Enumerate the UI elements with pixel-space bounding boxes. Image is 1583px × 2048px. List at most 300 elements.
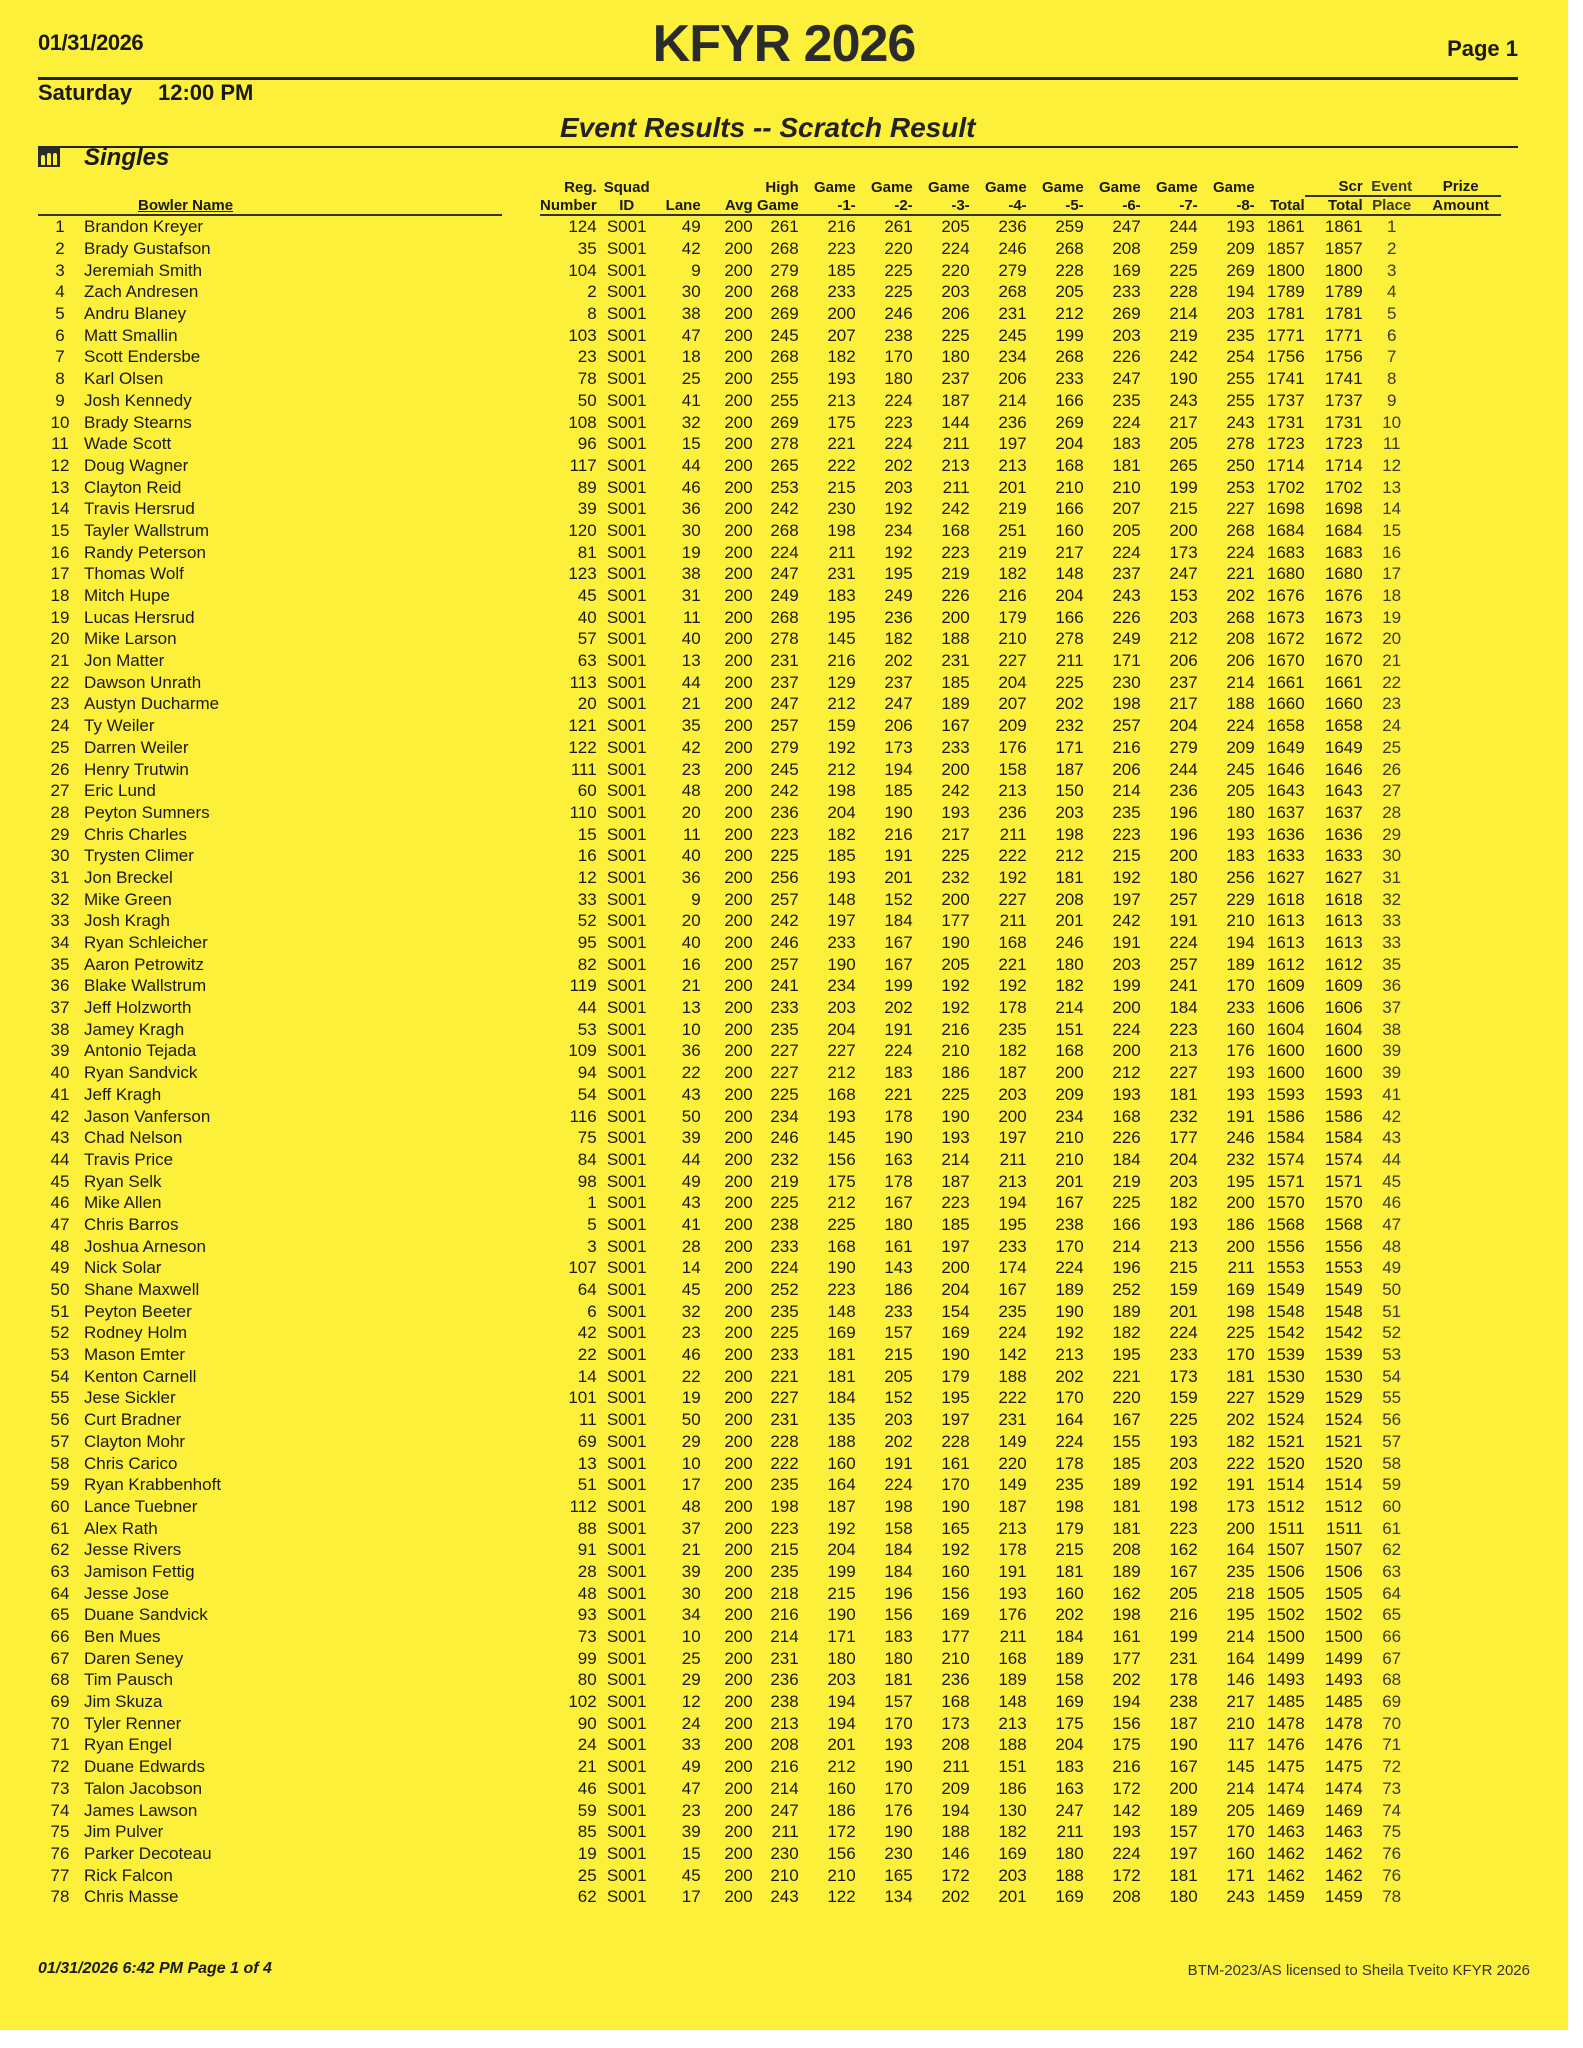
- prize-amount: [1421, 650, 1501, 672]
- total: 1684: [1266, 520, 1305, 540]
- game-6-score: 171: [1112, 651, 1141, 671]
- game-8-score: 227: [1226, 499, 1255, 519]
- game-3-score: 202: [941, 1887, 970, 1907]
- average: 200: [724, 1410, 753, 1430]
- scratch-total: 1714: [1324, 455, 1363, 475]
- total: 1586: [1266, 1106, 1305, 1126]
- bowler-name: Jason Vanferson: [84, 1106, 211, 1126]
- squad-id: S001: [606, 1540, 647, 1560]
- high-game: 242: [770, 781, 799, 801]
- game-6-score: 183: [1112, 434, 1141, 454]
- event-place: 44: [1382, 1149, 1402, 1169]
- squad-id: S001: [606, 239, 647, 259]
- game-2-score: 190: [884, 1757, 913, 1777]
- scratch-total: 1571: [1324, 1171, 1363, 1191]
- table-row: [38, 1084, 1501, 1106]
- game-1-score: 160: [827, 1453, 856, 1473]
- prize-amount: [1421, 975, 1501, 997]
- rank: 75: [50, 1822, 70, 1842]
- reg-number: 48: [577, 1583, 597, 1603]
- high-game: 247: [770, 694, 799, 714]
- prize-amount: [1421, 1149, 1501, 1171]
- game-7-score: 190: [1169, 369, 1198, 389]
- game-7-score: 203: [1169, 1453, 1198, 1473]
- game-3-score: 223: [941, 1193, 970, 1213]
- event-place: 42: [1382, 1106, 1402, 1126]
- squad-id: S001: [606, 716, 647, 736]
- game-8-score: 208: [1226, 629, 1255, 649]
- reg-number: 84: [577, 1149, 597, 1169]
- rank: 11: [51, 434, 69, 454]
- game-6-score: 198: [1112, 1605, 1141, 1625]
- game-4-score: 182: [998, 1041, 1027, 1061]
- event-place: 71: [1382, 1735, 1402, 1755]
- game-7-score: 177: [1169, 1128, 1198, 1148]
- game-6-score: 198: [1112, 694, 1141, 714]
- table-row: [38, 693, 1501, 715]
- event-place: 25: [1382, 737, 1402, 757]
- game-2-score: 167: [884, 933, 913, 953]
- bowler-name: Travis Hersrud: [84, 499, 195, 519]
- game-2-score: 224: [884, 1475, 913, 1495]
- game-3-score: 195: [941, 1388, 970, 1408]
- prize-amount: [1421, 433, 1501, 455]
- bowler-name: Randy Peterson: [84, 542, 206, 562]
- average: 200: [724, 629, 753, 649]
- average: 200: [724, 520, 753, 540]
- average: 200: [724, 1366, 753, 1386]
- reg-number: 57: [577, 629, 597, 649]
- lane: 32: [681, 1301, 701, 1321]
- squad-id: S001: [606, 1301, 647, 1321]
- table-row: [38, 1344, 1501, 1366]
- lane: 9: [691, 260, 701, 280]
- game-5-score: 199: [1055, 325, 1084, 345]
- high-game: 234: [770, 1106, 799, 1126]
- bowler-name: Brandon Kreyer: [84, 217, 204, 237]
- rank: 74: [50, 1800, 70, 1820]
- game-5-score: 169: [1055, 1692, 1084, 1712]
- scratch-total: 1606: [1324, 998, 1363, 1018]
- game-5-score: 198: [1055, 1496, 1084, 1516]
- game-3-score: 154: [941, 1301, 970, 1321]
- game-5-score: 160: [1055, 1583, 1084, 1603]
- squad-id: S001: [606, 325, 647, 345]
- game-7-score: 199: [1169, 1627, 1198, 1647]
- game-2-score: 184: [884, 1540, 913, 1560]
- high-game: 214: [770, 1778, 799, 1798]
- game-3-score: 187: [941, 390, 970, 410]
- col-prize-bottom: Amount: [1421, 196, 1501, 215]
- game-5-score: 232: [1055, 716, 1084, 736]
- game-3-score: 180: [941, 347, 970, 367]
- prize-amount: [1421, 1691, 1501, 1713]
- prize-amount: [1421, 715, 1501, 737]
- col-game1: -1-: [799, 196, 856, 215]
- game-2-score: 224: [884, 390, 913, 410]
- reg-number: 73: [577, 1627, 597, 1647]
- prize-amount: [1421, 1474, 1501, 1496]
- squad-id: S001: [606, 520, 647, 540]
- average: 200: [724, 1041, 753, 1061]
- squad-id: S001: [606, 477, 647, 497]
- scratch-total: 1500: [1324, 1627, 1363, 1647]
- col-game7-top: Game: [1155, 179, 1198, 196]
- average: 200: [724, 1648, 753, 1668]
- average: 200: [724, 1496, 753, 1516]
- game-8-score: 203: [1226, 304, 1255, 324]
- table-row: [38, 823, 1501, 845]
- game-1-score: 212: [827, 1063, 856, 1083]
- table-row: [38, 975, 1501, 997]
- rank: 7: [55, 347, 65, 367]
- squad-id: S001: [606, 1323, 647, 1343]
- game-4-score: 148: [998, 1692, 1027, 1712]
- average: 200: [724, 1843, 753, 1863]
- table-row: [38, 1734, 1501, 1756]
- prize-amount: [1421, 476, 1501, 498]
- bowler-name: Henry Trutwin: [84, 759, 189, 779]
- game-7-score: 237: [1169, 672, 1198, 692]
- event-place: 8: [1386, 369, 1397, 389]
- rank: 39: [50, 1041, 70, 1061]
- high-game: 198: [770, 1496, 799, 1516]
- scratch-total: 1548: [1324, 1301, 1363, 1321]
- game-2-score: 249: [884, 586, 913, 606]
- game-8-score: 173: [1226, 1496, 1255, 1516]
- average: 200: [724, 1388, 753, 1408]
- game-4-score: 186: [998, 1778, 1027, 1798]
- game-7-score: 197: [1169, 1843, 1198, 1863]
- game-8-score: 235: [1226, 325, 1255, 345]
- bowler-name: Chris Charles: [84, 824, 187, 844]
- game-1-score: 231: [827, 564, 856, 584]
- game-2-score: 191: [884, 846, 913, 866]
- reg-number: 20: [577, 694, 597, 714]
- game-8-score: 229: [1226, 889, 1255, 909]
- rank: 47: [50, 1214, 70, 1234]
- squad-id: S001: [606, 1627, 647, 1647]
- game-2-score: 191: [884, 1453, 913, 1473]
- average: 200: [724, 802, 753, 822]
- game-7-score: 153: [1169, 586, 1198, 606]
- game-7-score: 181: [1169, 1865, 1198, 1885]
- game-2-score: 223: [884, 412, 913, 432]
- table-row: [38, 1778, 1501, 1800]
- game-6-score: 223: [1112, 824, 1141, 844]
- game-7-score: 224: [1169, 1323, 1198, 1343]
- col-scr-top: Scr: [1305, 178, 1363, 196]
- game-2-score: 225: [884, 282, 913, 302]
- total: 1680: [1266, 564, 1305, 584]
- total: 1771: [1266, 325, 1305, 345]
- game-7-score: 196: [1169, 802, 1198, 822]
- rank: 4: [55, 282, 65, 302]
- game-8-score: 268: [1226, 520, 1255, 540]
- table-row: [38, 1170, 1501, 1192]
- game-5-score: 268: [1055, 239, 1084, 259]
- squad-id: S001: [606, 1692, 647, 1712]
- average: 200: [724, 1258, 753, 1278]
- game-5-score: 190: [1055, 1301, 1084, 1321]
- high-game: 242: [770, 911, 799, 931]
- game-3-score: 146: [941, 1843, 970, 1863]
- game-4-score: 214: [998, 390, 1027, 410]
- game-7-score: 193: [1169, 1431, 1198, 1451]
- lane: 50: [681, 1106, 701, 1126]
- reg-number: 78: [577, 369, 597, 389]
- bowler-name: Jesse Jose: [84, 1583, 170, 1603]
- total: 1571: [1266, 1171, 1305, 1191]
- reg-number: 124: [568, 217, 597, 237]
- game-1-score: 204: [827, 1019, 856, 1039]
- bowler-name: Doug Wagner: [84, 455, 189, 475]
- game-8-score: 160: [1226, 1019, 1255, 1039]
- game-1-score: 159: [827, 716, 856, 736]
- event-place: 61: [1382, 1518, 1402, 1538]
- game-5-score: 217: [1055, 542, 1084, 562]
- game-7-score: 184: [1169, 998, 1198, 1018]
- event-place: 18: [1382, 586, 1402, 606]
- col-place-bottom: Place: [1363, 196, 1421, 215]
- game-6-score: 182: [1112, 1323, 1141, 1343]
- game-3-score: 190: [941, 1496, 970, 1516]
- game-1-score: 200: [827, 304, 856, 324]
- game-7-score: 241: [1169, 976, 1198, 996]
- reg-number: 24: [577, 1735, 597, 1755]
- reg-number: 91: [577, 1540, 597, 1560]
- reg-number: 89: [577, 477, 597, 497]
- game-3-score: 189: [941, 694, 970, 714]
- game-7-score: 189: [1169, 1800, 1198, 1820]
- total: 1574: [1266, 1149, 1305, 1169]
- average: 200: [724, 304, 753, 324]
- game-8-score: 205: [1226, 781, 1255, 801]
- game-5-score: 201: [1055, 911, 1084, 931]
- lane: 38: [681, 564, 701, 584]
- high-game: 233: [770, 998, 799, 1018]
- game-2-score: 184: [884, 1561, 913, 1581]
- game-4-score: 216: [998, 586, 1027, 606]
- scratch-total: 1584: [1324, 1128, 1363, 1148]
- squad-id: S001: [606, 1084, 647, 1104]
- game-1-score: 156: [827, 1149, 856, 1169]
- game-1-score: 194: [827, 1713, 856, 1733]
- reg-number: 35: [577, 239, 597, 259]
- total: 1463: [1266, 1822, 1305, 1842]
- game-6-score: 168: [1112, 1106, 1141, 1126]
- average: 200: [724, 911, 753, 931]
- col-high-top: High: [765, 179, 799, 196]
- prize-amount: [1421, 628, 1501, 650]
- average: 200: [724, 499, 753, 519]
- scratch-total: 1574: [1324, 1149, 1363, 1169]
- squad-id: S001: [606, 1475, 647, 1495]
- event-place: 39: [1382, 1063, 1402, 1083]
- prize-amount: [1421, 1387, 1501, 1409]
- reg-number: 116: [569, 1106, 597, 1126]
- bowler-name: Chris Carico: [84, 1453, 178, 1473]
- lane: 46: [681, 477, 701, 497]
- game-7-score: 233: [1169, 1345, 1198, 1365]
- prize-amount: [1421, 1604, 1501, 1626]
- prize-amount: [1421, 1431, 1501, 1453]
- bowler-name: Kenton Carnell: [84, 1366, 197, 1386]
- game-6-score: 216: [1112, 737, 1141, 757]
- total: 1606: [1266, 998, 1305, 1018]
- high-game: 223: [770, 1518, 799, 1538]
- average: 200: [724, 1063, 753, 1083]
- game-2-score: 201: [884, 867, 913, 887]
- rank: 62: [50, 1540, 70, 1560]
- reg-number: 81: [577, 542, 597, 562]
- high-game: 268: [770, 347, 799, 367]
- prize-amount: [1421, 390, 1501, 412]
- game-7-score: 167: [1169, 1757, 1198, 1777]
- game-8-score: 232: [1226, 1149, 1255, 1169]
- game-4-score: 176: [998, 737, 1027, 757]
- game-4-score: 245: [998, 325, 1027, 345]
- reg-number: 102: [568, 1692, 597, 1712]
- squad-id: S001: [606, 1041, 647, 1061]
- high-game: 225: [770, 846, 799, 866]
- reg-number: 23: [577, 347, 597, 367]
- reg-number: 99: [577, 1648, 597, 1668]
- lane: 18: [681, 347, 701, 367]
- col-game8: -8-: [1198, 196, 1255, 215]
- game-3-score: 203: [941, 282, 970, 302]
- game-1-score: 190: [827, 1258, 856, 1278]
- high-game: 247: [770, 1800, 799, 1820]
- total: 1511: [1268, 1518, 1305, 1538]
- game-5-score: 200: [1055, 1063, 1084, 1083]
- rank: 24: [50, 716, 70, 736]
- prize-amount: [1421, 888, 1501, 910]
- high-game: 216: [770, 1605, 799, 1625]
- game-2-score: 181: [884, 1670, 913, 1690]
- game-1-score: 213: [827, 390, 856, 410]
- lane: 50: [681, 1410, 701, 1430]
- game-1-score: 211: [828, 542, 856, 562]
- total: 1568: [1266, 1214, 1305, 1234]
- average: 200: [724, 1713, 753, 1733]
- scratch-total: 1553: [1324, 1258, 1363, 1278]
- game-8-score: 170: [1226, 1345, 1255, 1365]
- game-5-score: 202: [1055, 694, 1084, 714]
- bowler-name: Mitch Hupe: [84, 586, 170, 606]
- scratch-total: 1512: [1324, 1496, 1363, 1516]
- prize-amount: [1421, 1365, 1501, 1387]
- table-row: [38, 1669, 1501, 1691]
- lane: 10: [681, 1627, 701, 1647]
- bowler-name: Trysten Climer: [84, 846, 194, 866]
- event-place: 68: [1382, 1670, 1402, 1690]
- bowler-name: Chris Barros: [84, 1214, 179, 1234]
- game-2-score: 202: [884, 651, 913, 671]
- game-1-score: 201: [827, 1735, 856, 1755]
- game-2-score: 178: [884, 1171, 913, 1191]
- game-1-score: 234: [827, 976, 856, 996]
- bowler-name: Thomas Wolf: [84, 564, 184, 584]
- scratch-total: 1530: [1324, 1366, 1363, 1386]
- game-3-score: 177: [941, 911, 970, 931]
- reg-number: 69: [577, 1431, 597, 1451]
- game-4-score: 235: [998, 1019, 1027, 1039]
- game-2-score: 202: [884, 1431, 913, 1451]
- game-4-score: 220: [998, 1453, 1027, 1473]
- rank: 6: [55, 325, 65, 345]
- game-3-score: 165: [941, 1518, 970, 1538]
- col-place-top: Event: [1363, 178, 1421, 196]
- game-1-score: 187: [827, 1496, 856, 1516]
- game-2-score: 158: [884, 1518, 913, 1538]
- game-8-score: 193: [1226, 824, 1255, 844]
- lane: 37: [681, 1518, 701, 1538]
- bowler-name: Parker Decoteau: [84, 1843, 212, 1863]
- squad-id: S001: [606, 1561, 647, 1581]
- game-5-score: 278: [1055, 629, 1084, 649]
- game-6-score: 216: [1112, 1757, 1141, 1777]
- total: 1756: [1266, 347, 1305, 367]
- average: 200: [724, 1128, 753, 1148]
- high-game: 246: [770, 1128, 799, 1148]
- event-place: 5: [1386, 304, 1397, 324]
- reg-number: 120: [568, 520, 597, 540]
- total: 1613: [1266, 911, 1305, 931]
- game-4-score: 221: [998, 954, 1027, 974]
- squad-id: S001: [606, 1800, 647, 1820]
- game-7-score: 243: [1169, 390, 1198, 410]
- reg-number: 42: [577, 1323, 597, 1343]
- game-7-score: 223: [1169, 1518, 1198, 1538]
- scratch-total: 1600: [1324, 1041, 1363, 1061]
- game-7-score: 259: [1169, 239, 1198, 259]
- rank: 52: [50, 1323, 70, 1343]
- squad-id: S001: [606, 802, 647, 822]
- game-2-score: 170: [884, 347, 913, 367]
- prize-amount: [1421, 823, 1501, 845]
- lane: 13: [681, 998, 701, 1018]
- reg-number: 12: [577, 867, 597, 887]
- high-game: 268: [770, 520, 799, 540]
- reg-number: 113: [569, 672, 597, 692]
- lane: 45: [681, 1865, 701, 1885]
- event-place: 15: [1382, 520, 1402, 540]
- rank: 15: [50, 520, 70, 540]
- scratch-total: 1741: [1324, 369, 1363, 389]
- game-5-score: 204: [1055, 434, 1084, 454]
- high-game: 208: [770, 1735, 799, 1755]
- event-place: 3: [1386, 260, 1397, 280]
- game-2-score: 183: [884, 1063, 913, 1083]
- game-4-score: 201: [998, 477, 1027, 497]
- game-8-score: 145: [1226, 1757, 1255, 1777]
- game-7-score: 159: [1169, 1280, 1198, 1300]
- game-2-score: 190: [884, 1128, 913, 1148]
- lane: 29: [681, 1431, 701, 1451]
- reg-number: 3: [587, 1236, 597, 1256]
- total: 1600: [1266, 1063, 1305, 1083]
- high-game: 255: [770, 369, 799, 389]
- rank: 33: [50, 911, 70, 931]
- reg-number: 50: [577, 390, 597, 410]
- scratch-total: 1556: [1324, 1236, 1363, 1256]
- event-place: 4: [1386, 282, 1397, 302]
- rank: 1: [55, 217, 65, 237]
- reg-number: 11: [579, 1410, 597, 1430]
- game-8-score: 194: [1226, 933, 1255, 953]
- scratch-total: 1600: [1324, 1063, 1363, 1083]
